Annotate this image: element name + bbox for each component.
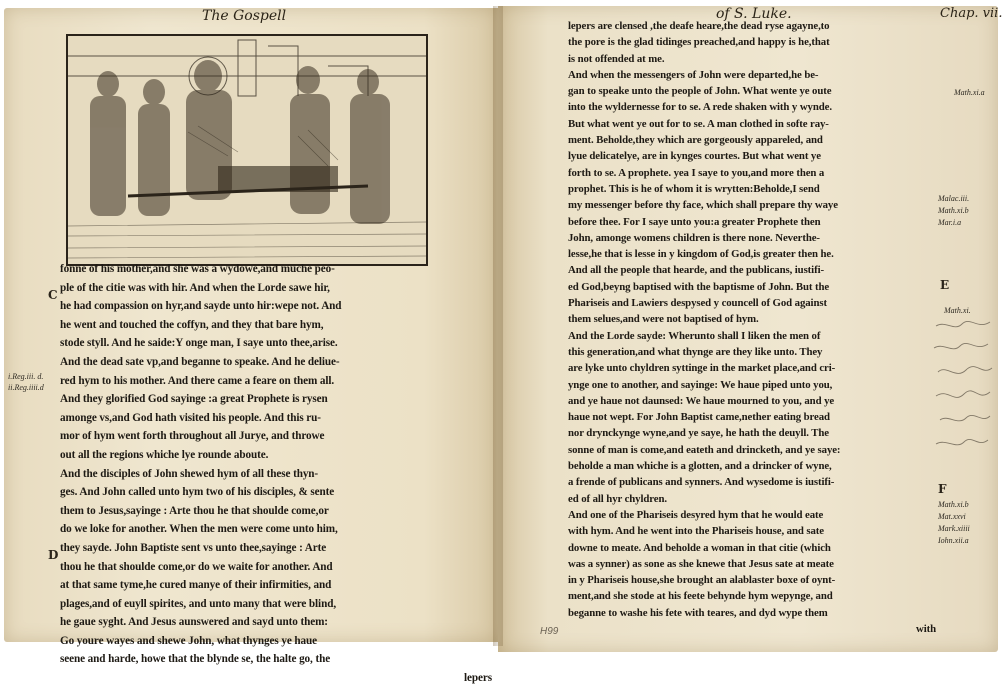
margin-letter: E [940, 278, 950, 292]
left-text-column [60, 260, 492, 688]
text-line: And when the messengers of John were departed,he be- [568, 68, 819, 81]
text-line: he had compassion on hyr,and sayde unto hir:wepe not. And [60, 300, 342, 313]
text-line: mor of hym went forth throughout all Jurye, and throwe [60, 430, 325, 443]
text-line: prophet. This is he of whom it is wrytten:Beholde,I send [568, 182, 820, 195]
margin-letter: F [938, 482, 947, 496]
text-line: And the dead sate vp,and beganne to speake. And he deliue- [60, 355, 340, 368]
text-line: forth to se. A prophete. yea I saye to you,and more then a [568, 166, 825, 179]
text-line: them selues,and were not baptised of hym. [568, 313, 759, 326]
text-line: stode styll. And he saide:Y onge man, I saye unto thee,arise. [60, 337, 338, 350]
woodcut-image [68, 36, 426, 264]
text-line: John, amonge womens children is there none. Neverthe- [568, 231, 820, 244]
text-line: do we loke for another. When the men were come unto him, [60, 523, 338, 536]
text-line: ed of all hyr chyldren. [568, 492, 667, 505]
margin-letter: D [48, 548, 59, 562]
text-line: amonge vs,and God hath visited his people. And this ru- [60, 411, 321, 424]
text-line: And the Lorde sayde: Wherunto shall I liken the men of [568, 329, 821, 342]
text-line: ment. Beholde,they which are gorgeously appareled, and [568, 134, 823, 147]
text-line: And all the people that hearde, and the publicans, iustifi- [568, 264, 824, 277]
manuscript-scribble [932, 318, 994, 478]
text-line: is not offended at me. [568, 52, 665, 65]
text-line: And one of the Phariseis desyred hym that he would eate [568, 508, 824, 521]
text-line: this generation,and what thynge are they like unto. They [568, 345, 823, 358]
text-line: the pore is the glad tidinges preached,and happy is he,that [568, 36, 830, 49]
text-line: into the wyldernesse for to se. A rede shaken with y wynde. [568, 101, 832, 114]
running-head-right: of S. Luke. [716, 6, 792, 22]
text-line: with hym. And he went into the Phariseis house, and sate [568, 525, 824, 538]
text-line: nor drynckynge wyne,and ye saye, he hath the deuyll. The [568, 427, 829, 440]
right-page [498, 6, 1002, 652]
text-line: plages,and of euyll spirites, and unto many that were blind, [60, 597, 337, 610]
pencil-mark: H99 [540, 626, 559, 637]
margin-note: Math.xi.b [938, 206, 969, 215]
text-line: ment,and she stode at his feete behynde hym wepynge, and [568, 590, 833, 603]
woodcut-illustration [66, 34, 428, 266]
margin-note: Malac.iii. [938, 194, 970, 203]
text-line: he went and touched the coffyn, and they that bare hym, [60, 318, 324, 331]
text-line: ges. And John called unto hym two of his disciples, & sente [60, 486, 335, 499]
catchword: lepers [464, 672, 492, 685]
text-line: they sayde. John Baptiste sent vs unto thee,sayinge : Arte [60, 541, 327, 554]
margin-note: i.Reg.iii. d. [8, 372, 44, 381]
text-line: in y Phariseis house,she brought an alablaster boxe of oynt- [568, 574, 836, 587]
text-line: gan to speake unto the people of John. What wente ye oute [568, 85, 832, 98]
text-line: And the disciples of John shewed hym of all these thyn- [60, 467, 319, 480]
text-line: And they glorified God sayinge :a great Prophete is rysen [60, 393, 328, 406]
text-line: ple of the citie was with hir. And when the Lorde sawe hir, [60, 281, 330, 294]
text-line: Phariseis and Lawiers despysed y councell of God against [568, 297, 827, 310]
margin-note: Mar.i.a [938, 218, 962, 227]
text-line: lesse,he that is lesse in y kingdom of God,is greater then he. [568, 248, 834, 261]
margin-note: Mat.xxvi [938, 512, 966, 521]
text-line: he gaue syght. And Jesus aunswered and sayd unto them: [60, 616, 328, 629]
text-line: haue not wept. For John Baptist came,nether eating bread [568, 411, 830, 424]
text-line: are lyke unto chyldren syttinge in the market place,and cri- [568, 362, 836, 375]
text-line: a frende of publicans and synners. And wysedome is iustifi- [568, 476, 835, 489]
margin-note: Math.xi. [944, 306, 971, 315]
text-line: red hym to his mother. And there came a feare on them all. [60, 374, 335, 387]
margin-note: Iohn.xii.a [938, 536, 969, 545]
text-line: downe to meate. And beholde a woman in that citie (which [568, 541, 831, 554]
right-text-column [568, 18, 936, 637]
text-line: was a synner) as sone as she knewe that Jesus sate at meate [568, 557, 834, 570]
text-line: before thee. For I saye unto you:a greater Prophete then [568, 215, 821, 228]
text-line: at that same tyme,he cured manye of their infirmities, and [60, 579, 332, 592]
text-line: ed God,beyng baptised with the baptisme of John. But the [568, 280, 830, 293]
margin-letter: C [48, 288, 58, 302]
running-head-left: The Gospell [202, 8, 287, 24]
text-line: sonne of man is come,and eateth and drincketh, and ye saye: [568, 443, 841, 456]
text-line: But what went ye out for to se. A man clothed in softe ray- [568, 117, 829, 130]
text-line: thou he that shoulde come,or do we waite for another. And [60, 560, 333, 573]
text-line: seene and harde, howe that the blynde se, the halte go, the [60, 653, 331, 666]
margin-note: Mark.xiiii [938, 524, 970, 533]
catchword: with [916, 622, 936, 635]
text-line: beholde a man whiche is a glotten, and a drincker of wyne, [568, 460, 832, 473]
text-line: ynge one to another, and sayinge: We haue piped unto you, [568, 378, 833, 391]
book-gutter [493, 6, 503, 646]
margin-note: ii.Reg.iiii.d [8, 383, 44, 392]
text-line: them to Jesus,sayinge : Arte thou he that shoulde come,or [60, 504, 329, 517]
left-page [4, 8, 498, 685]
chapter-label: Chap. vii. [940, 6, 1002, 21]
text-line: Go youre wayes and shewe John, what thynges ye haue [60, 634, 318, 647]
text-line: out all the regions whiche lye rounde aboute. [60, 448, 269, 461]
text-line: beganne to washe his fete with teares, and dyd wype them [568, 606, 828, 619]
text-line: my messenger before thy face, which shall prepare thy waye [568, 199, 838, 212]
text-line: fonne of his mother,and she was a wydowe,and muche peo- [60, 263, 335, 275]
text-line: and ye haue not daunsed: We haue mourned to you, and ye [568, 394, 835, 407]
margin-note: Math.xi.b [938, 500, 969, 509]
text-line: lyue delicatelye, are in kynges courtes. But what went ye [568, 150, 821, 163]
margin-note: Math.xi.a [954, 88, 985, 97]
text-line: lepers are clensed ,the deafe heare,the dead ryse agayne,to [568, 20, 830, 32]
